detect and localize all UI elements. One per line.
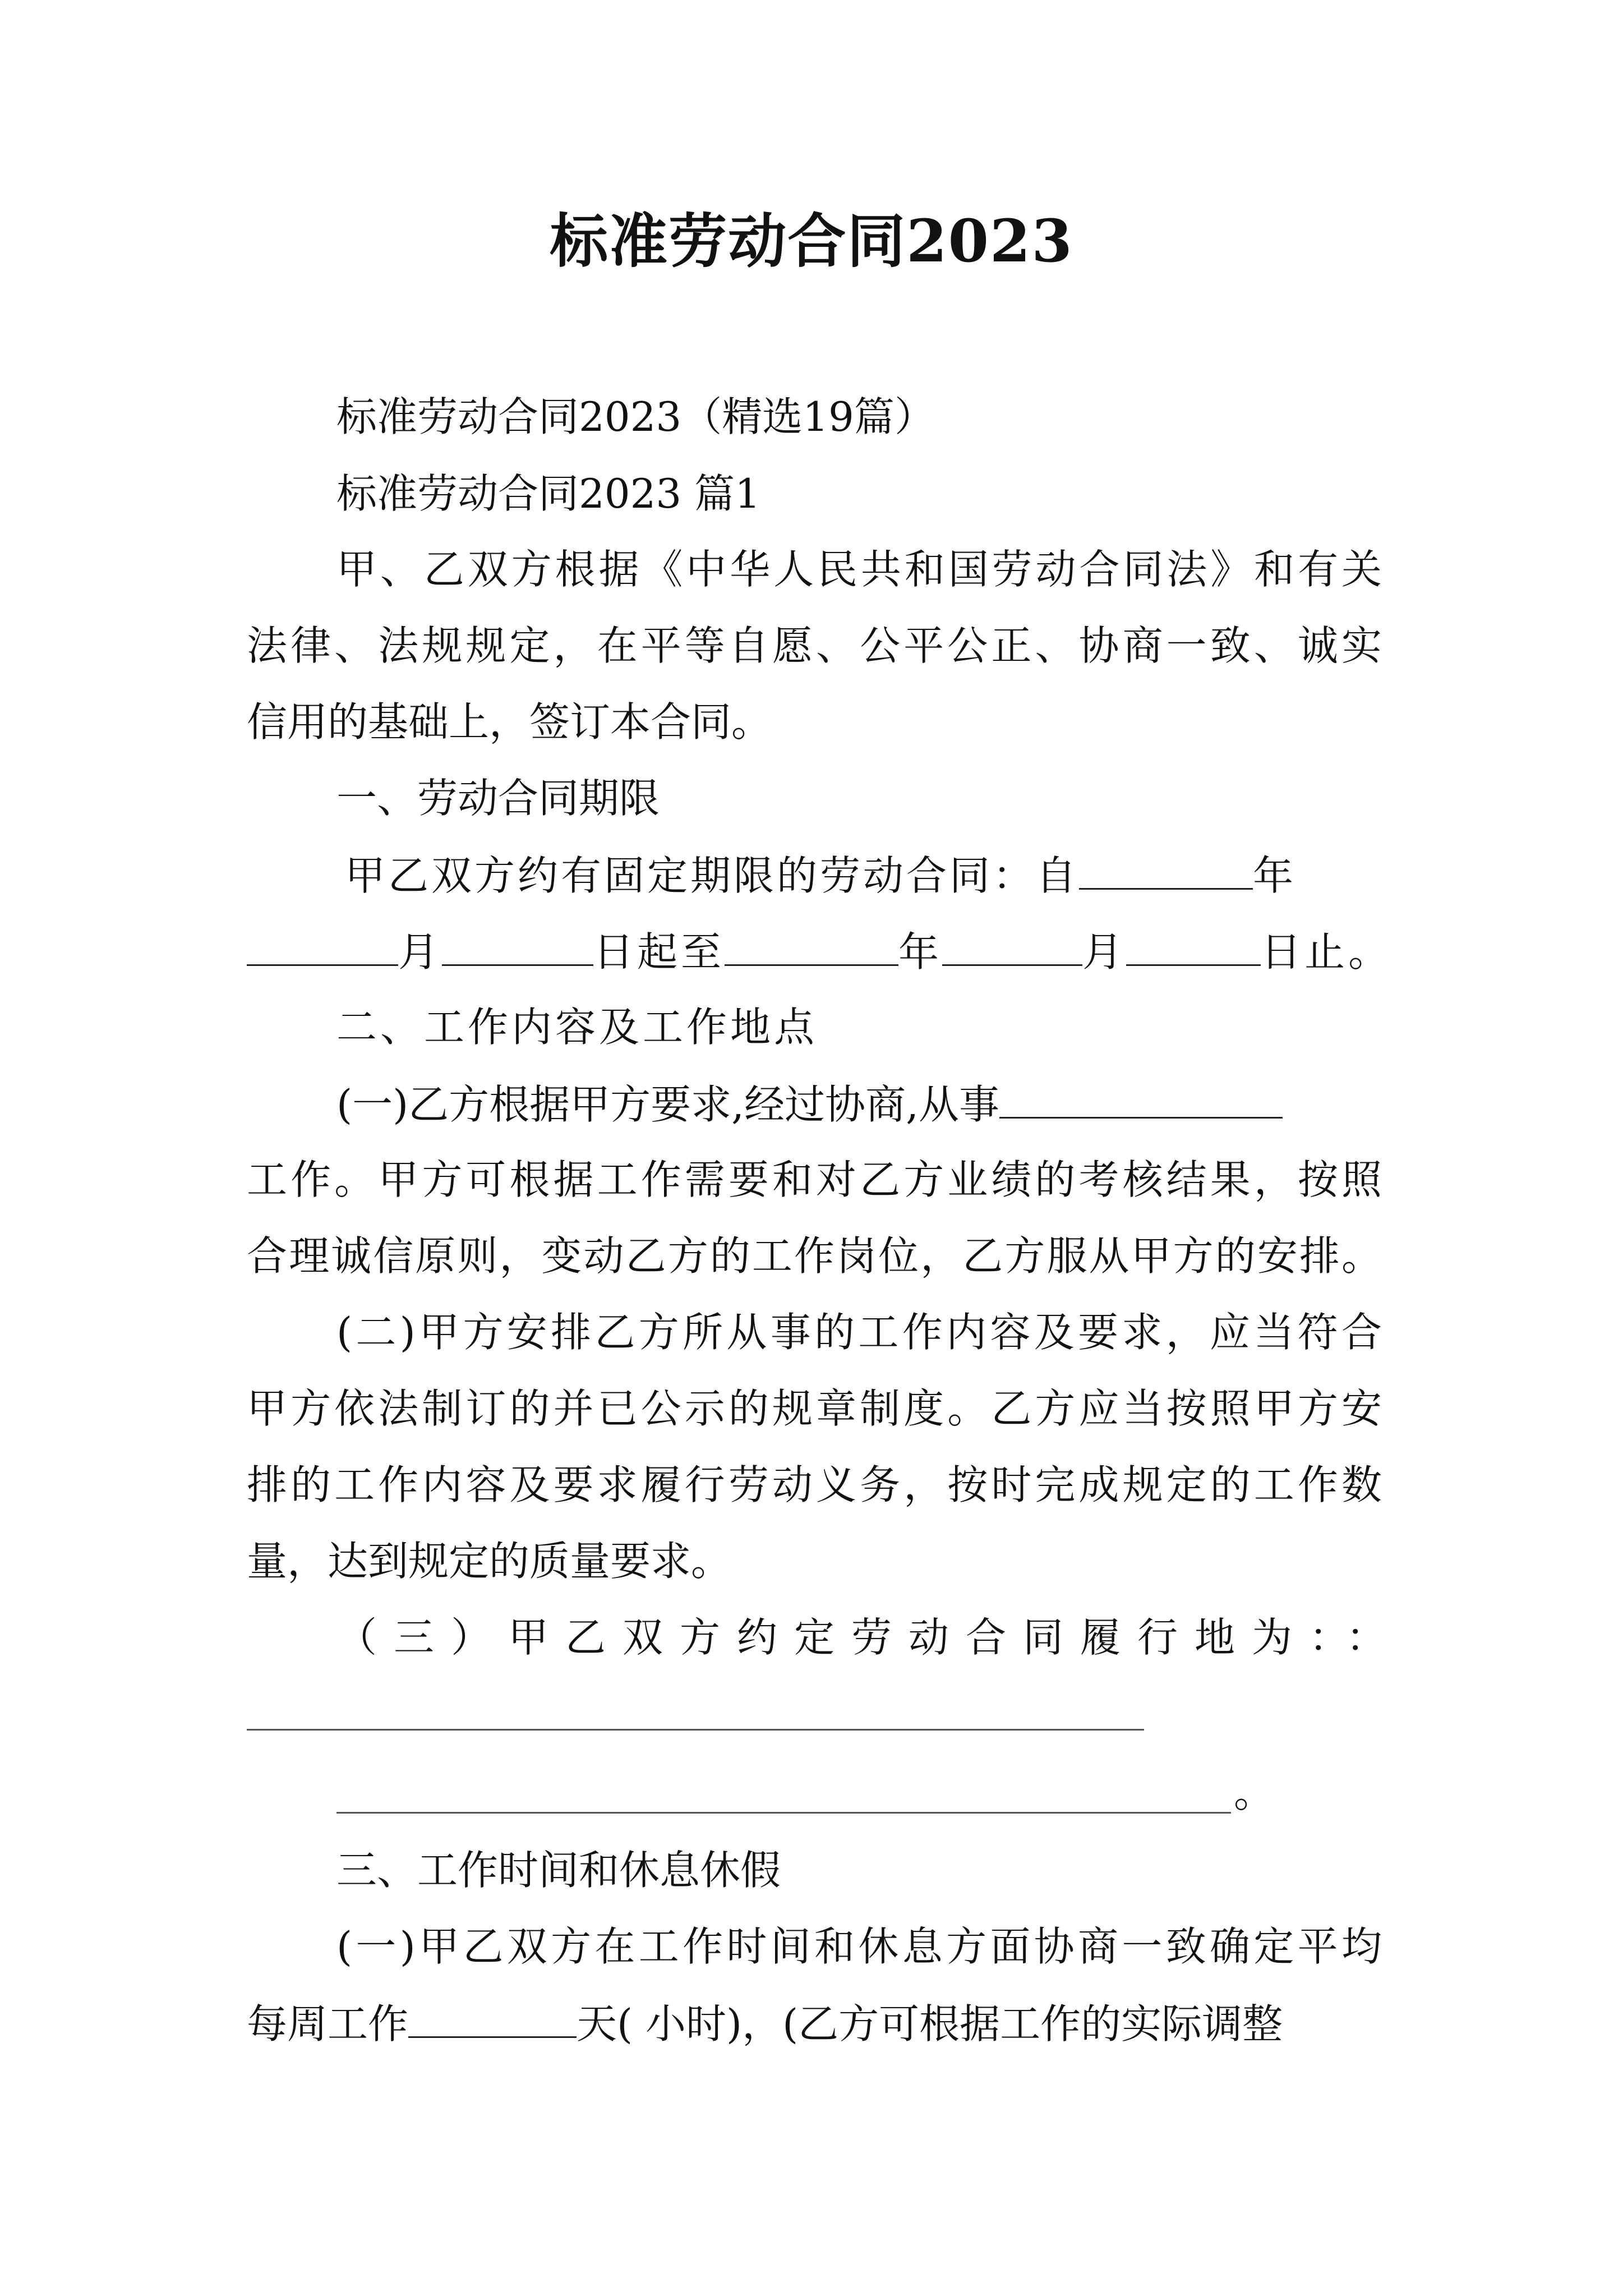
end-month-blank[interactable]	[942, 924, 1082, 966]
item-1-text: (一)乙方根据甲方要求,经过协商,从事	[336, 1081, 999, 1128]
section-3-item-1-line-1: (一)甲乙双方在工作时间和休息方面协商一致确定平均	[336, 1923, 1382, 1970]
end-day-blank[interactable]	[1126, 924, 1261, 966]
part-heading: 标准劳动合同2023 篇1	[336, 470, 760, 517]
section-2-item-1-start	[336, 1076, 1382, 1131]
section-2-heading: 二、工作内容及工作地点	[336, 1004, 818, 1051]
section-2-item-1-line-3: 合理诚信原则，变动乙方的工作岗位，乙方服从甲方的安排。	[247, 1232, 1382, 1280]
section-2-item-2-line-3: 排的工作内容及要求履行劳动义务，按时完成规定的工作数	[247, 1461, 1382, 1508]
term-line-1	[345, 848, 1382, 903]
section-1-heading: 一、劳动合同期限	[336, 775, 660, 822]
document-subtitle: 标准劳动合同2023（精选19篇）	[336, 393, 935, 440]
job-title-blank[interactable]	[999, 1076, 1283, 1119]
section-3-item-1-line-2	[247, 1996, 1382, 2051]
year-label: 年	[1253, 852, 1297, 899]
start-month-blank[interactable]	[247, 924, 398, 966]
start-day-blank[interactable]	[442, 924, 593, 966]
start-year-blank[interactable]	[1079, 848, 1253, 890]
term-line-2	[247, 924, 1393, 979]
workplace-blank-1[interactable]	[247, 1729, 1144, 1731]
workplace-blank-2[interactable]	[336, 1812, 1231, 1814]
work-week-label: 每周工作	[247, 2000, 409, 2047]
section-2-item-2-line-1: (二)甲方安排乙方所从事的工作内容及要求，应当符合	[336, 1309, 1382, 1356]
section-2-item-3-line: （三）甲乙双方约定劳动合同履行地为：：	[336, 1614, 1404, 1661]
document-title: 标准劳动合同2023	[550, 206, 1073, 275]
section-3-heading: 三、工作时间和休息休假	[336, 1847, 781, 1894]
month-label-2: 月	[1082, 928, 1127, 976]
section-2-item-1-line-2: 工作。甲方可根据工作需要和对乙方业绩的考核结果，按照	[247, 1156, 1382, 1203]
section-2-item-2-line-2: 甲方依法制订的并已公示的规章制度。乙方应当按照甲方安	[247, 1385, 1382, 1432]
preamble-line-2: 法律、法规规定，在平等自愿、公平公正、协商一致、诚实	[247, 622, 1382, 669]
month-label-1: 月	[398, 928, 442, 976]
day-from-label: 日起至	[593, 928, 725, 976]
workplace-end-mark: 。	[1234, 1769, 1275, 1816]
year-label-2: 年	[898, 928, 943, 976]
preamble-line-3: 信用的基础上，签订本合同。	[247, 698, 772, 746]
preamble-line-1: 甲、乙双方根据《中华人民共和国劳动合同法》和有关	[336, 546, 1382, 593]
term-intro: 甲乙双方约有固定期限的劳动合同：自	[345, 852, 1080, 899]
day-end-label: 日止。	[1261, 928, 1393, 976]
work-days-blank[interactable]	[408, 1996, 577, 2038]
work-days-text: 天( 小时)，(乙方可根据工作的实际调整	[577, 2000, 1283, 2047]
end-year-blank[interactable]	[725, 924, 898, 966]
section-2-item-2-line-4: 量，达到规定的质量要求。	[247, 1538, 732, 1585]
